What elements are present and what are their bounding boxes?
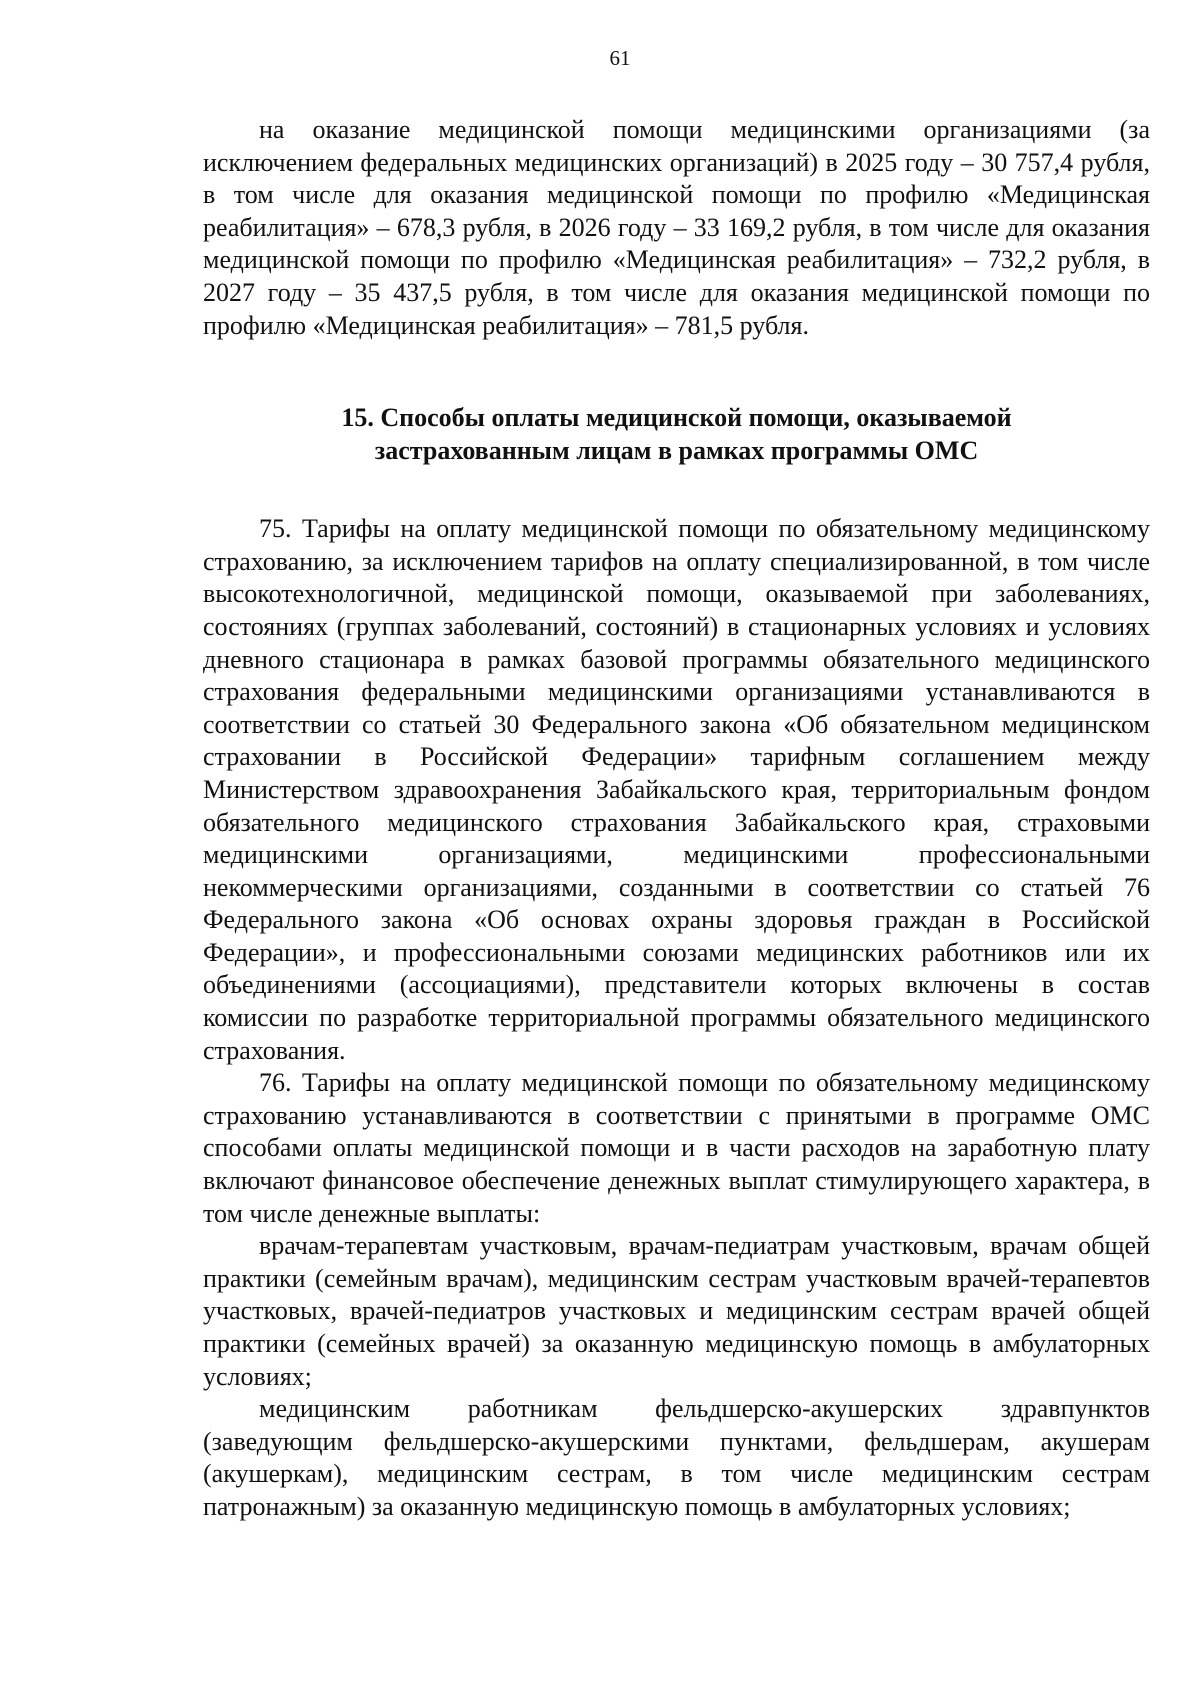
section-heading-line-2: застрахованным лицам в рамках программы ОМС	[374, 436, 979, 466]
section-heading-line-1: 15. Способы оплаты медицинской помощи, оказываемой	[341, 403, 1012, 433]
page-number: 61	[609, 46, 631, 70]
document-body	[203, 114, 1150, 1524]
paragraph-75: 75. Тарифы на оплату медицинской помощи по обязательному медицинскому страхованию, за исключением тарифов на оплату специализированной, в том числе высокотехнологичной, медицинской помощи, оказываемой при заболеваниях, состояниях (группах заболеваний, состояний) в стационарных условиях и условиях дневного стационара в рамках базовой программы обязательного медицинского страхования федеральными медицинскими организациями устанавливаются в соответствии со статьей 30 Федерального закона «Об обязательном медицинском страховании в Российской Федерации» тарифным соглашением между Министерством здравоохранения Забайкальского края, территориальным фондом обязательного медицинского страхования Забайкальского края, страховыми медицинскими организациями, медицинскими профессиональными некоммерческими организациями, созданными в соответствии со статьей 76 Федерального закона «Об основах охраны здоровья граждан в Российской Федерации», и профессиональными союзами медицинских работников или их объединениями (ассоциациями), представители которых включены в состав комиссии по разработке территориальной программы обязательного медицинского страхования.	[203, 514, 1150, 1065]
section-heading	[203, 401, 1150, 467]
paragraph-76-item-feldsher: медицинским работникам фельдшерско-акушерских здравпунктов (заведующим фельдшерско-акушерскими пунктами, фельдшерам, акушерам (акушеркам), медицинским сестрам, в том числе медицинским сестрам патронажным) за оказанную медицинскую помощь в амбулаторных условиях;	[203, 1394, 1150, 1521]
paragraph-76: 76. Тарифы на оплату медицинской помощи по обязательному медицинскому страхованию устанавливаются в соответствии с принятыми в программе ОМС способами оплаты медицинской помощи и в части расходов на заработную плату включают финансовое обеспечение денежных выплат стимулирующего характера, в том числе денежные выплаты:	[203, 1068, 1150, 1228]
paragraph-76-item-physicians: врачам-терапевтам участковым, врачам-педиатрам участковым, врачам общей практики (семейным врачам), медицинским сестрам участковым врачей-терапевтов участковых, врачей-педиатров участковых и медицинским сестрам врачей общей практики (семейных врачей) за оказанную медицинскую помощь в амбулаторных условиях;	[203, 1231, 1150, 1391]
intro-paragraph: на оказание медицинской помощи медицинскими организациями (за исключением федеральных медицинских организаций) в 2025 году – 30 757,4 рубля, в том числе для оказания медицинской помощи по профилю «Медицинская реабилитация» – 678,3 рубля, в 2026 году – 33 169,2 рубля, в том числе для оказания медицинской помощи по профилю «Медицинская реабилитация» – 732,2 рубля, в 2027 году – 35 437,5 рубля, в том числе для оказания медицинской помощи по профилю «Медицинская реабилитация» – 781,5 рубля.	[203, 115, 1150, 340]
